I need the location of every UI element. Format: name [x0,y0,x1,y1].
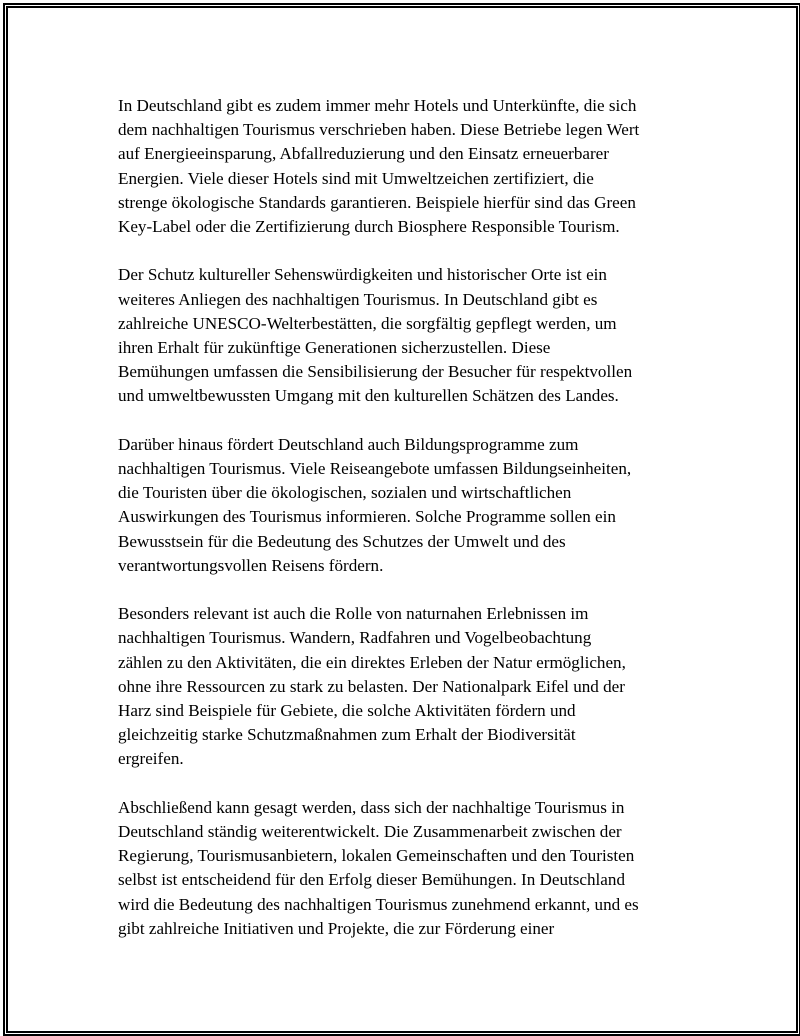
paragraph-cultural-heritage: Der Schutz kultureller Sehenswürdigkeiten und historischer Orte ist ein weiteres Anliegen des nachhaltigen Tourismus. In Deutschland gibt es zahlreiche UNESCO-Welterbestätten, die sorgfältig gepflegt werden, um ihren Erhalt für zukünftige Generationen sicherzustellen. Diese Bemühungen umfassen die Sensibilisierung der Besucher für respektvollen und umweltbewussten Umgang mit den kulturellen Schätzen des Landes. [118,265,633,406]
paragraph-nature-experiences: Besonders relevant ist auch die Rolle von naturnahen Erlebnissen im nachhaltigen Tourismus. Wandern, Radfahren und Vogelbeobachtung zählen zu den Aktivitäten, die ein direktes Erleben der Natur ermöglichen, ohne ihre Ressourcen zu stark zu belasten. Der Nationalpark Eifel und der Harz sind Beispiele für Gebiete, die solche Aktivitäten fördern und gleichzeitig starke Schutzmaßnahmen zum Erhalt der Biodiversität ergreifen. [118,604,626,769]
document-body [118,94,688,965]
paragraph-hotels: In Deutschland gibt es zudem immer mehr Hotels und Unterkünfte, die sich dem nachhaltigen Tourismus verschrieben haben. Diese Betriebe legen Wert auf Energieeinsparung, Abfallreduzierung und den Einsatz erneuerbarer Energien. Viele dieser Hotels sind mit Umweltzeichen zertifiziert, die strenge ökologische Standards garantieren. Beispiele hierfür sind das Green Key-Label oder die Zertifizierung durch Biosphere Responsible Tourism. [118,96,640,237]
paragraph-conclusion: Abschließend kann gesagt werden, dass sich der nachhaltige Tourismus in Deutschland ständig weiterentwickelt. Die Zusammenarbeit zwischen der Regierung, Tourismusanbietern, lokalen Gemeinschaften und den Touristen selbst ist entscheidend für den Erfolg dieser Bemühungen. In Deutschland wird die Bedeutung des nachhaltigen Tourismus zunehmend erkannt, und es gibt zahlreiche Initiativen und Projekte, die zur Förderung einer [118,797,639,938]
paragraph-education: Darüber hinaus fördert Deutschland auch Bildungsprogramme zum nachhaltigen Tourismus. Viele Reiseangebote umfassen Bildungseinheiten, die Touristen über die ökologischen, sozialen und wirtschaftlichen Auswirkungen des Tourismus informieren. Solche Programme sollen ein Bewusstsein für die Bedeutung des Schutzes der Umwelt und des verantwortungsvollen Reisens fördern. [118,434,632,575]
